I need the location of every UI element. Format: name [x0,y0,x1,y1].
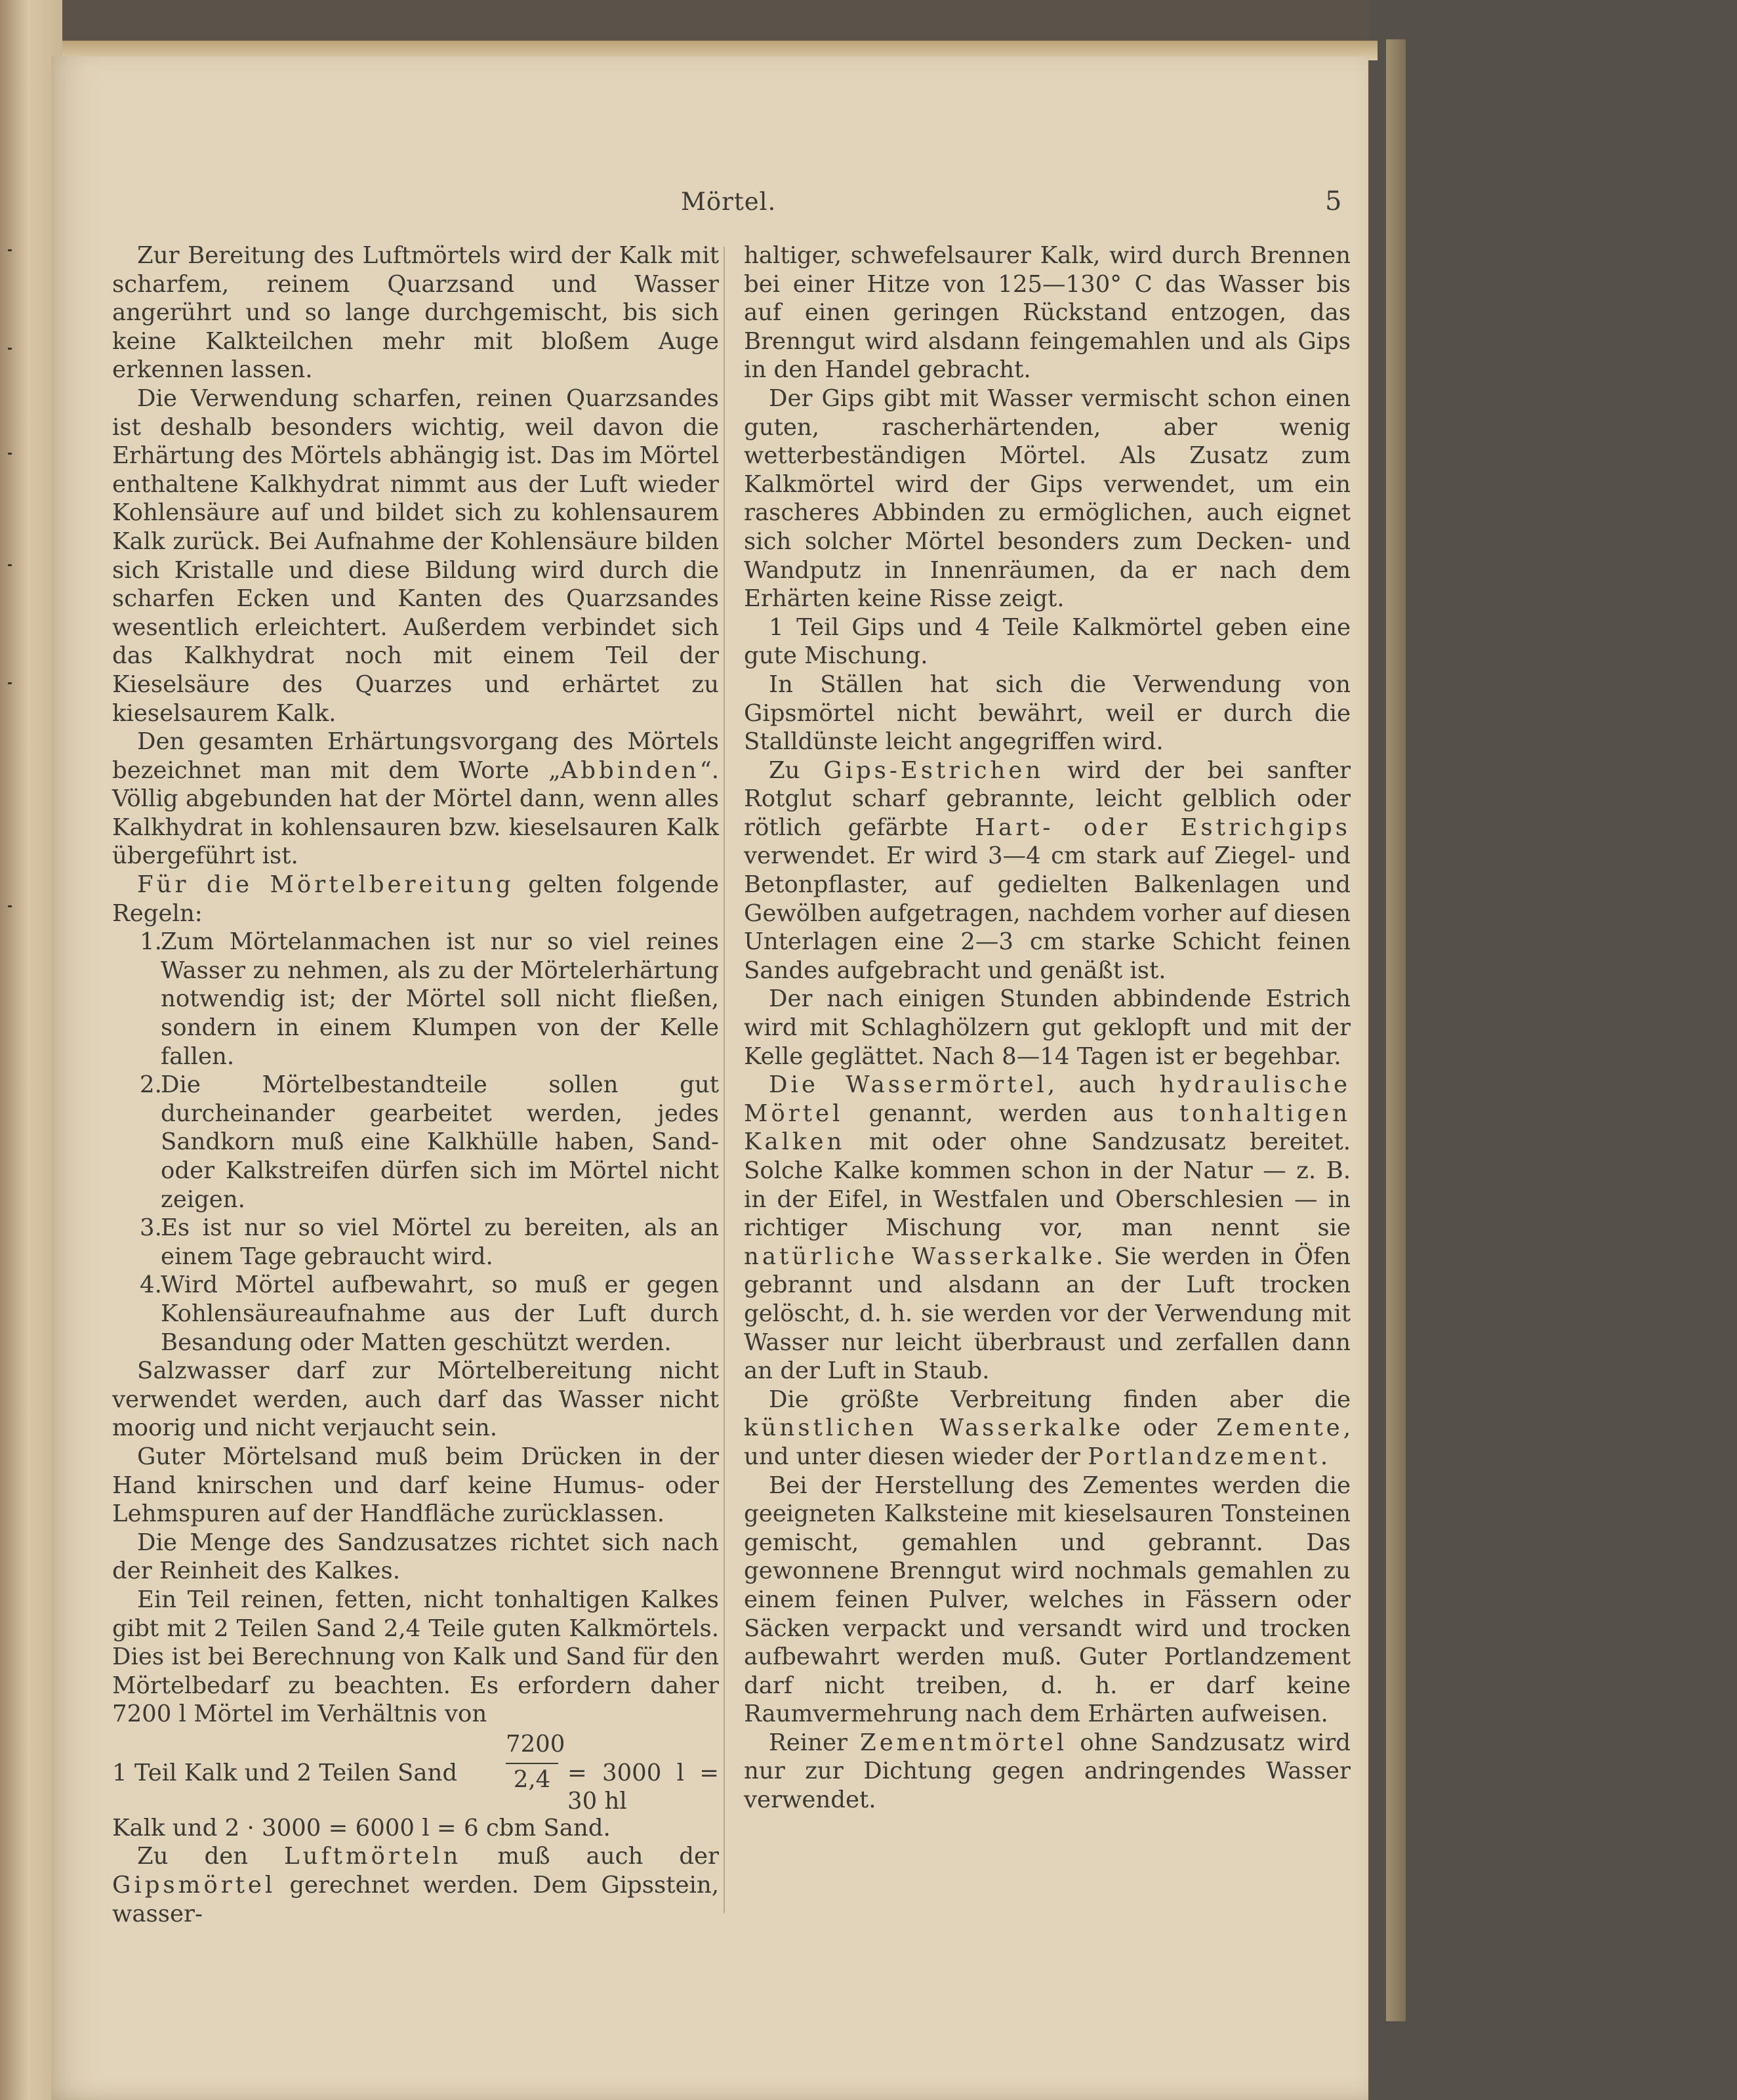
rule-text: Wird Mörtel aufbewahrt, so muß er gegen Kohlensäureaufnahme aus der Luft durch Besandung oder Matten geschützt werden. [161,1271,719,1356]
text-run: oder [1124,1414,1217,1442]
spaced-term: Abbinden [560,756,700,784]
text-run: “. Völlig abgebunden hat der Mörtel dann, wenn alles Kalkhydrat in kohlensauren bzw. kieselsauren Kalk übergeführt ist. [112,756,719,870]
spine-mark [8,348,12,350]
text-run: Den gesamten Erhärtungsvorgang des Mörtels bezeichnet man mit dem Worte „ [112,728,719,784]
spine-mark [8,564,12,566]
rule-number: 3. [140,1214,162,1242]
text-run: gerechnet werden. Dem Gipsstein, wasser- [112,1872,719,1927]
paragraph: Kalk und 2 · 3000 = 6000 l = 6 cbm Sand. [112,1814,611,1842]
page-header [51,188,1368,234]
rule-item [112,1071,719,1214]
page-number: 5 [1325,186,1342,216]
text-run: Die größte Verbreitung finden aber die [769,1386,1351,1413]
paragraph: Guter Mörtelsand muß beim Drücken in der Hand knirschen und darf keine Humus- oder Lehmspuren auf der Handfläche zurücklassen. [112,1443,719,1528]
spaced-term: Gipsmörtel [112,1872,276,1899]
rule-text: Die Mörtelbestandteile sollen gut durcheinander gearbeitet werden, jedes Sandkorn muß eine Kalkhülle haben, Sand- oder Kalkstreifen dürfen sich im Mörtel nicht zeigen. [161,1071,719,1213]
paragraph: Salzwasser darf zur Mörtelbereitung nicht verwendet werden, auch darf das Wasser nicht moorig und nicht verjaucht sein. [112,1357,719,1442]
text-run: wird der bei sanfter Rotglut scharf gebrannte, leicht gelblich oder rötlich gefärbte [744,756,1351,841]
text-run: Reiner [769,1729,861,1756]
formula [112,1729,719,1814]
paragraph: 1 Teil Gips und 4 Teile Kalkmörtel geben eine gute Mischung. [744,613,1351,670]
paragraph [744,756,1351,985]
paragraph [112,1842,719,1928]
paragraph [744,1071,1351,1386]
paragraph [744,1729,1351,1815]
paragraph [112,728,719,871]
text-run: mit oder ohne Sandzusatz bereitet. Solche Kalke kommen schon in der Natur — z. B. in der Eifel, in Westfalen und Oberschlesien — in richtiger Mischung vor, man nennt sie [744,1128,1351,1242]
paragraph: Der nach einigen Stunden abbindende Estrich wird mit Schlaghölzern gut geklopft und mit der Kelle geglättet. Nach 8—14 Tagen ist er begehbar. [744,985,1351,1070]
column-rule [724,247,725,1913]
paragraph: In Ställen hat sich die Verwendung von Gipsmörtel nicht bewährt, weil er durch die Stalldünste leicht angegriffen wird. [744,670,1351,756]
spaced-term: Hart- oder Estrichgips [975,813,1351,841]
formula-denominator: 2,4 [513,1765,551,1793]
text-run: , auch [1047,1071,1160,1099]
spaced-term: Portlandzement [1088,1443,1320,1470]
paragraph: Zur Bereitung des Luftmörtels wird der Kalk mit scharfem, reinem Quarzsand und Wasser angerührt und so lange durchgemischt, bis sich keine Kalkteilchen mehr mit bloßem Auge erkennen lassen. [112,242,719,384]
spaced-term: Zemente [1216,1414,1343,1442]
spaced-term: Für die Mörtelbereitung [137,871,514,899]
spaced-term: tonhaltigen Kalken [744,1100,1351,1156]
text-run: verwendet. Er wird 3—4 cm stark auf Ziegel- und Betonpflaster, auf gedielten Balkenlagen und Gewölben aufgetragen, nachdem vorher auf diesen Unterlagen eine 2—3 cm starke Schicht feinen Sandes aufgebracht und genäßt ist. [744,842,1351,984]
spine-mark [8,249,12,251]
rule-item [112,1271,719,1357]
spaced-term: Zementmörtel [860,1729,1068,1756]
formula-right: = 3000 l = 30 hl [567,1759,719,1815]
spine-mark [8,453,12,455]
paragraph: Der Gips gibt mit Wasser vermischt schon einen guten, rascherhärtenden, aber wenig wetterbeständigen Mörtel. Als Zusatz zum Kalkmörtel wird der Gips verwendet, um ein rascheres Abbinden zu ermöglichen, auch eignet sich solcher Mörtel besonders zum Decken- und Wandputz in Innenräumen, da er nach dem Erhärten keine Risse zeigt. [744,384,1351,613]
spaced-term: Die Wassermörtel [769,1071,1048,1099]
text-run: muß auch der [461,1843,719,1870]
rule-number: 1. [140,928,162,956]
book-cover [1370,0,1737,2100]
paragraph: Die Verwendung scharfen, reinen Quarzsandes ist deshalb besonders wichtig, weil davon die Erhärtung des Mörtels abhängig ist. Das im Mörtel enthaltene Kalkhydrat nimmt aus der Luft wieder Kohlensäure auf und bildet sich zu kohlensaurem Kalk zurück. Bei Aufnahme der Kohlensäure bilden sich Kristalle und diese Bildung wird durch die scharfen Ecken und Kanten des Quarzsandes wesentlich erleichtert. Außerdem verbindet sich das Kalkhydrat noch mit einem Teil der Kieselsäure des Quarzes und erhärtet zu kieselsaurem Kalk. [112,384,719,727]
rule-item [112,1214,719,1271]
text-run: . Sie werden in Öfen gebrannt und alsdann an der Luft trocken gelöscht, d. h. sie werden vor der Verwendung mit Wasser nur leicht überbraust und zerfallen dann an der Luft in Staub. [744,1243,1351,1385]
running-title: Mörtel. [681,188,777,216]
spaced-term: natürliche Wasserkalke [744,1243,1096,1270]
spaced-term: Gips-Estrichen [823,756,1044,784]
spine-mark [8,905,12,907]
paragraph: Die Menge des Sandzusatzes richtet sich nach der Reinheit des Kalkes. [112,1529,719,1585]
rule-number: 2. [140,1071,162,1099]
spine-mark [8,682,12,684]
formula-numerator: 7200 [506,1730,565,1758]
paragraph: haltiger, schwefelsaurer Kalk, wird durch Brennen bei einer Hitze von 125—130° C das Wasser bis auf einen geringen Rückstand entzogen, das Brenngut wird alsdann feingemahlen und als Gips in den Handel gebracht. [744,242,1351,384]
text-run: gelten folgende Regeln: [112,871,719,927]
text-run: , und unter diesen wieder der [744,1414,1351,1470]
paragraph: Ein Teil reinen, fetten, nicht tonhaltigen Kalkes gibt mit 2 Teilen Sand 2,4 Teile guten Kalkmörtels. Dies ist bei Berechnung von Kalk und Sand für den Mörtelbedarf zu beachten. Es erfordern daher 7200 l Mörtel im Verhältnis von [112,1586,719,1728]
rule-text: Es ist nur so viel Mörtel zu bereiten, als an einem Tage gebraucht wird. [161,1214,719,1270]
rule-item [112,928,719,1071]
text-run: ohne Sandzusatz wird nur zur Dichtung gegen andringendes Wasser verwendet. [744,1729,1351,1814]
book-page [51,56,1368,2100]
fraction-bar [506,1763,558,1764]
left-column [112,241,719,1928]
text-run: Zu den [137,1843,285,1870]
spaced-term: künstlichen Wasserkalke [744,1414,1124,1442]
formula-left: 1 Teil Kalk und 2 Teilen Sand [112,1759,458,1786]
paragraph [112,871,719,928]
right-column [744,241,1351,1815]
spaced-term: hydraulische Mörtel [744,1071,1351,1127]
text-run: Zu [769,756,824,784]
cover-edge [1386,39,1406,2021]
text-run: genannt, werden aus [843,1100,1179,1127]
paragraph: Bei der Herstellung des Zementes werden die geeigneten Kalksteine mit kieselsauren Tonsteinen gemischt, gemahlen und gebrannt. Das gewonnene Brenngut wird nochmals gemahlen zu einem feinen Pulver, welches in Fässern oder Säcken verpackt und versandt wird und trocken aufbewahrt werden muß. Guter Portlandzement darf nicht treiben, d. h. er darf keine Raumvermehrung nach dem Erhärten aufweisen. [744,1472,1351,1728]
paragraph [744,1386,1351,1472]
rule-text: Zum Mörtelanmachen ist nur so viel reines Wasser zu nehmen, als zu der Mörtelerhärtung notwendig ist; der Mörtel soll nicht fließen, sondern in einem Klumpen von der Kelle fallen. [161,928,719,1070]
text-run: . [1320,1443,1328,1470]
rule-number: 4. [140,1271,162,1299]
spaced-term: Luftmörteln [284,1843,462,1870]
